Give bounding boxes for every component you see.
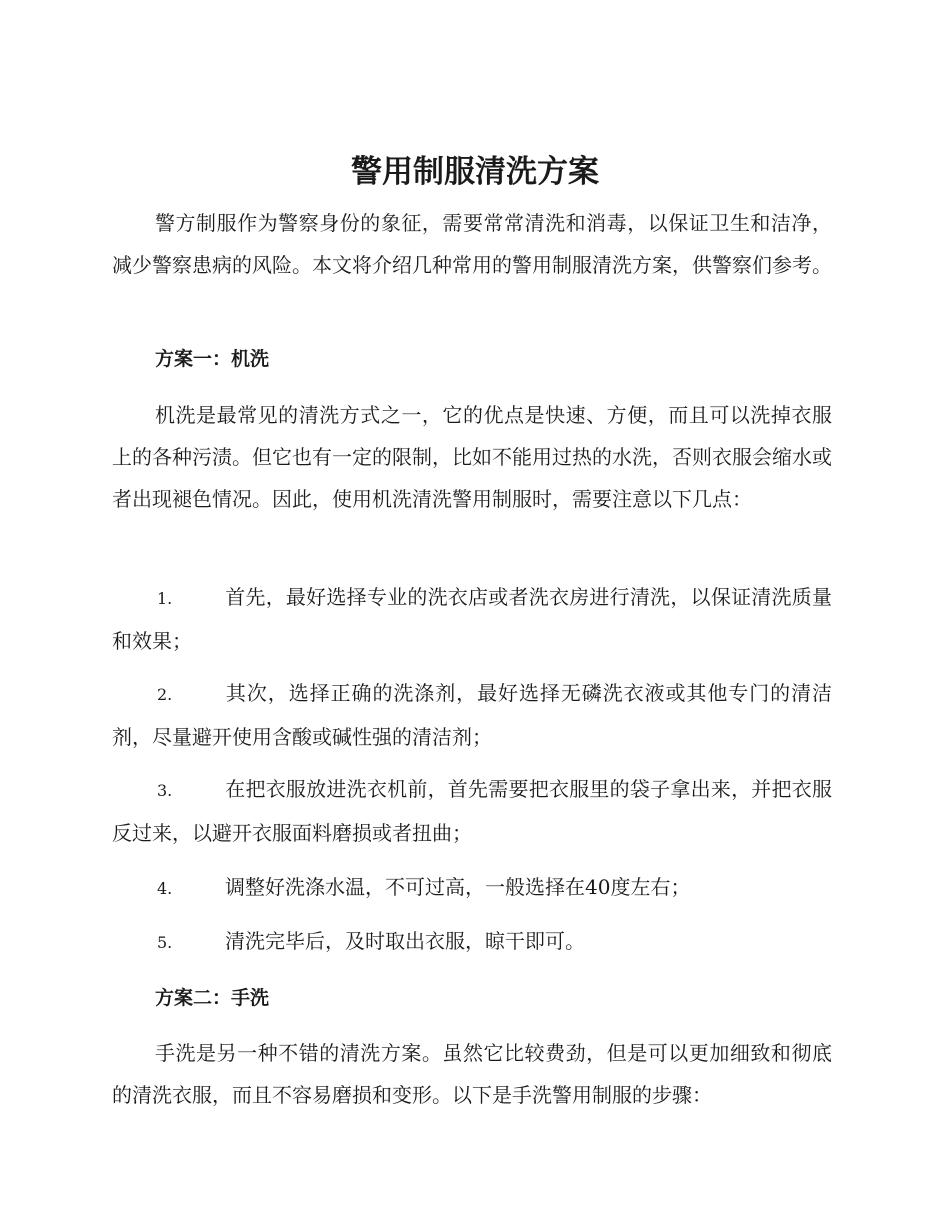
- list-item-text: 清洗完毕后，及时取出衣服，晾干即可。: [225, 929, 585, 953]
- list-item-text: 其次，选择正确的洗涤剂，最好选择无磷洗衣液或其他专门的清洁剂，尽量避开使用含酸或碱性强的清洁剂；: [112, 681, 832, 749]
- list-item: [112, 576, 832, 662]
- list-item-text: 在把衣服放进洗衣机前，首先需要把衣服里的袋子拿出来，并把衣服反过来，以避开衣服面料磨损或者扭曲；: [112, 777, 832, 845]
- list-item-number: 4.: [157, 879, 173, 898]
- section-heading-hand-wash: 方案二：手洗: [155, 987, 270, 1009]
- intro-paragraph: 警方制服作为警察身份的象征，需要常常清洗和消毒，以保证卫生和洁净，减少警察患病的风险。本文将介绍几种常用的警用制服清洗方案，供警察们参考。: [112, 211, 832, 277]
- list-item: [112, 920, 832, 964]
- list-item: [112, 672, 832, 758]
- list-item-number: 5.: [157, 933, 173, 952]
- list-item-text: 调整好洗涤水温，不可过高，一般选择在40度左右；: [225, 875, 691, 899]
- list-item-number: 3.: [157, 781, 173, 800]
- list-item: [112, 866, 832, 910]
- list-item: [112, 768, 832, 854]
- list-item-text: 首先，最好选择专业的洗衣店或者洗衣房进行清洗，以保证清洗质量和效果；: [112, 585, 832, 653]
- section-heading-machine-wash: 方案一：机洗: [155, 348, 270, 370]
- list-item-number: 2.: [157, 685, 173, 704]
- hand-wash-paragraph: 手洗是另一种不错的清洗方案。虽然它比较费劲，但是可以更加细致和彻底的清洗衣服，而且不容易磨损和变形。以下是手洗警用制服的步骤：: [112, 1041, 832, 1107]
- list-item-number: 1.: [157, 589, 173, 608]
- machine-wash-paragraph: 机洗是最常见的清洗方式之一，它的优点是快速、方便，而且可以洗掉衣服上的各种污渍。但它也有一定的限制，比如不能用过热的水洗，否则衣服会缩水或者出现褪色情况。因此，使用机洗清洗警用制服时，需要注意以下几点：: [112, 403, 832, 511]
- document-title: 警用制服清洗方案: [351, 154, 599, 190]
